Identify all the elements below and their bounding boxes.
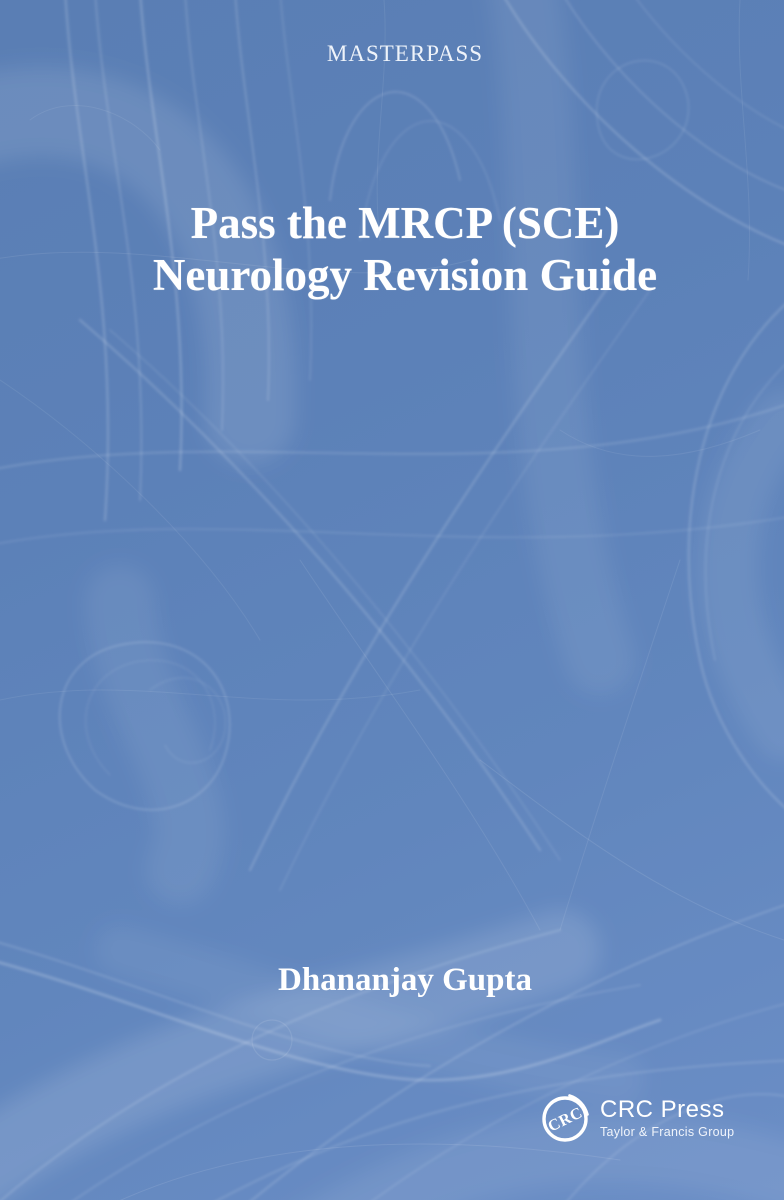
publisher-name: CRC Press (600, 1095, 725, 1123)
title-line-1: Pass the MRCP (SCE) (190, 198, 620, 248)
publisher-block (540, 1093, 734, 1143)
publisher-group: Taylor & Francis Group (600, 1125, 735, 1140)
series-label: MASTERPASS (326, 41, 484, 66)
crc-press-logo-icon (540, 1093, 590, 1143)
author-name: Dhananjay Gupta (278, 962, 532, 998)
publisher-text (600, 1097, 734, 1139)
title-line-2: Neurology Revision Guide (152, 250, 658, 300)
book-title (13, 197, 784, 301)
logo-monogram: CRC (545, 1104, 586, 1136)
